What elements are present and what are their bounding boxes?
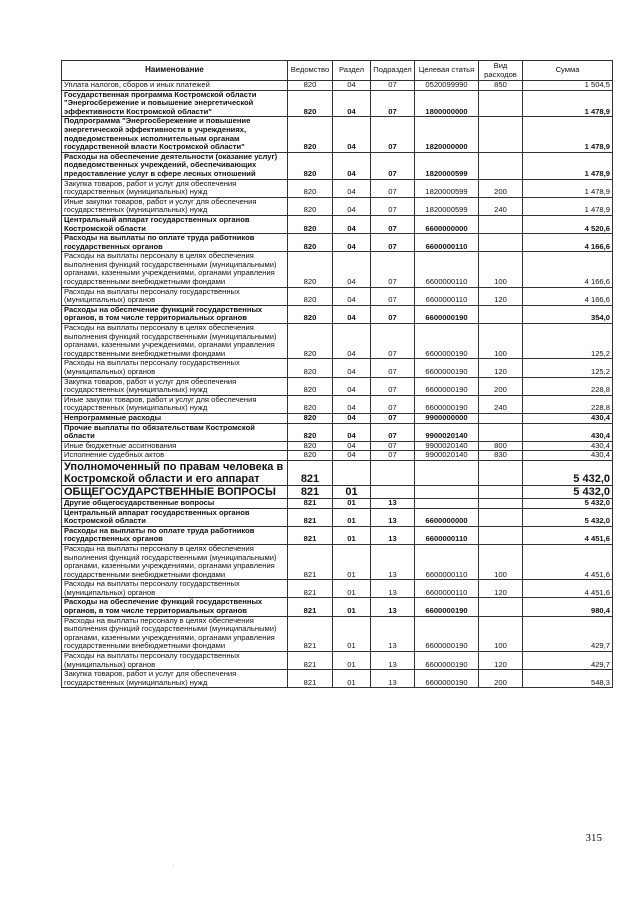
table-row <box>62 359 613 377</box>
cell-kind: 800 <box>479 441 523 451</box>
table-row <box>62 234 613 252</box>
cell-amount: 5 432,0 <box>523 498 613 508</box>
table-row <box>62 451 613 461</box>
cell-section: 04 <box>333 215 371 233</box>
cell-kind <box>479 498 523 508</box>
cell-section: 04 <box>333 451 371 461</box>
cell-section: 04 <box>333 152 371 179</box>
cell-kind <box>479 90 523 117</box>
table-row <box>62 179 613 197</box>
cell-subsection: 13 <box>371 670 415 688</box>
cell-section: 04 <box>333 117 371 152</box>
cell-subsection: 07 <box>371 90 415 117</box>
cell-kind: 100 <box>479 252 523 287</box>
cell-name: Расходы на обеспечение функций государственных органов, в том числе территориальных органов <box>62 598 288 616</box>
cell-target: 1820000599 <box>415 179 479 197</box>
cell-section: 01 <box>333 498 371 508</box>
cell-kind <box>479 234 523 252</box>
cell-name: ОБЩЕГОСУДАРСТВЕННЫЕ ВОПРОСЫ <box>62 485 288 498</box>
cell-amount: 354,0 <box>523 305 613 323</box>
cell-kind <box>479 508 523 526</box>
cell-department: 820 <box>288 197 333 215</box>
cell-amount: 548,3 <box>523 670 613 688</box>
cell-section: 01 <box>333 544 371 579</box>
cell-amount: 4 451,6 <box>523 544 613 579</box>
cell-amount: 1 504,5 <box>523 81 613 91</box>
cell-target: 1820000599 <box>415 197 479 215</box>
cell-section: 04 <box>333 234 371 252</box>
cell-name: Закупка товаров, работ и услуг для обеспечения государственных (муниципальных) нужд <box>62 179 288 197</box>
cell-department: 820 <box>288 451 333 461</box>
cell-section <box>333 460 371 485</box>
cell-section: 01 <box>333 485 371 498</box>
cell-section: 04 <box>333 413 371 423</box>
cell-subsection: 13 <box>371 598 415 616</box>
cell-subsection <box>371 485 415 498</box>
cell-department: 820 <box>288 215 333 233</box>
cell-department: 820 <box>288 324 333 359</box>
table-row <box>62 90 613 117</box>
cell-subsection: 07 <box>371 152 415 179</box>
cell-name: Расходы на выплаты по оплате труда работников государственных органов <box>62 526 288 544</box>
cell-amount: 1 478,9 <box>523 152 613 179</box>
cell-name: Расходы на выплаты персоналу в целях обеспечения выполнения функций государственными (муниципальными) органами, казенными учреждениями, органами управления государственными внебюджетными фондами <box>62 324 288 359</box>
cell-subsection: 13 <box>371 652 415 670</box>
cell-department: 821 <box>288 544 333 579</box>
cell-amount: 5 432,0 <box>523 485 613 498</box>
cell-target: 6600000190 <box>415 598 479 616</box>
cell-target: 6600000190 <box>415 359 479 377</box>
table-row <box>62 498 613 508</box>
cell-target: 6600000190 <box>415 305 479 323</box>
cell-target: 6600000190 <box>415 616 479 651</box>
table-row <box>62 287 613 305</box>
table-row <box>62 305 613 323</box>
cell-target: 9900000000 <box>415 413 479 423</box>
cell-target: 1800000000 <box>415 90 479 117</box>
cell-section: 01 <box>333 670 371 688</box>
cell-amount: 1 478,9 <box>523 179 613 197</box>
cell-department: 821 <box>288 508 333 526</box>
cell-name: Непрограммные расходы <box>62 413 288 423</box>
cell-name: Другие общегосударственные вопросы <box>62 498 288 508</box>
cell-target: 9900020140 <box>415 441 479 451</box>
cell-amount: 125,2 <box>523 324 613 359</box>
cell-amount: 980,4 <box>523 598 613 616</box>
table-row <box>62 215 613 233</box>
cell-kind: 120 <box>479 652 523 670</box>
cell-department: 821 <box>288 580 333 598</box>
table-row <box>62 508 613 526</box>
scan-mark: . <box>373 188 375 195</box>
cell-subsection: 07 <box>371 117 415 152</box>
cell-subsection: 07 <box>371 215 415 233</box>
cell-name: Расходы на выплаты персоналу в целях обеспечения выполнения функций государственными (муниципальными) органами, казенными учреждениями, органами управления государственными внебюджетными фондами <box>62 252 288 287</box>
budget-table <box>61 60 613 688</box>
cell-subsection: 07 <box>371 423 415 441</box>
cell-target: 0520099990 <box>415 81 479 91</box>
cell-target: 6600000110 <box>415 287 479 305</box>
cell-name: Расходы на выплаты персоналу государственных (муниципальных) органов <box>62 287 288 305</box>
cell-target: 6600000190 <box>415 377 479 395</box>
table-row <box>62 377 613 395</box>
cell-department: 821 <box>288 460 333 485</box>
cell-kind: 200 <box>479 377 523 395</box>
cell-name: Расходы на выплаты персоналу государственных (муниципальных) органов <box>62 652 288 670</box>
header-department: Ведомство <box>288 61 333 81</box>
cell-name: Прочие выплаты по обязательствам Костромской области <box>62 423 288 441</box>
table-body <box>62 81 613 688</box>
cell-section: 04 <box>333 179 371 197</box>
cell-kind <box>479 117 523 152</box>
cell-target: 6600000190 <box>415 652 479 670</box>
cell-department: 820 <box>288 413 333 423</box>
table-header-row <box>62 61 613 81</box>
table-row <box>62 652 613 670</box>
table-row <box>62 423 613 441</box>
cell-kind <box>479 485 523 498</box>
cell-subsection: 07 <box>371 252 415 287</box>
cell-department: 820 <box>288 81 333 91</box>
cell-kind <box>479 598 523 616</box>
cell-target: 1820000599 <box>415 152 479 179</box>
cell-section: 01 <box>333 580 371 598</box>
cell-amount: 4 451,6 <box>523 580 613 598</box>
cell-subsection <box>371 460 415 485</box>
cell-kind: 100 <box>479 544 523 579</box>
cell-department: 820 <box>288 117 333 152</box>
table-row <box>62 152 613 179</box>
cell-target: 6600000110 <box>415 526 479 544</box>
cell-department: 820 <box>288 441 333 451</box>
cell-department: 820 <box>288 179 333 197</box>
cell-name: Расходы на выплаты персоналу государственных (муниципальных) органов <box>62 359 288 377</box>
cell-amount: 429,7 <box>523 652 613 670</box>
cell-subsection: 07 <box>371 359 415 377</box>
cell-amount: 4 166,6 <box>523 234 613 252</box>
table-row <box>62 526 613 544</box>
cell-target: 9900020140 <box>415 423 479 441</box>
cell-department: 820 <box>288 152 333 179</box>
cell-subsection: 07 <box>371 451 415 461</box>
cell-department: 821 <box>288 598 333 616</box>
cell-amount: 4 166,6 <box>523 252 613 287</box>
cell-subsection: 07 <box>371 395 415 413</box>
cell-amount: 430,4 <box>523 451 613 461</box>
cell-kind: 120 <box>479 359 523 377</box>
cell-target: 6600000110 <box>415 544 479 579</box>
cell-kind: 200 <box>479 670 523 688</box>
header-target: Целевая статья <box>415 61 479 81</box>
cell-name: Центральный аппарат государственных органов Костромской области <box>62 215 288 233</box>
cell-section: 01 <box>333 598 371 616</box>
page-number: 315 <box>585 832 602 844</box>
cell-subsection: 13 <box>371 508 415 526</box>
cell-target: 6600000190 <box>415 324 479 359</box>
table-row <box>62 252 613 287</box>
cell-subsection: 07 <box>371 377 415 395</box>
table-row <box>62 81 613 91</box>
cell-target: 6600000110 <box>415 252 479 287</box>
header-name: Наименование <box>62 61 288 81</box>
cell-department: 820 <box>288 305 333 323</box>
cell-section: 04 <box>333 441 371 451</box>
cell-name: Уплата налогов, сборов и иных платежей <box>62 81 288 91</box>
cell-name: Подпрограмма "Энергосбережение и повышение энергетической эффективности в учреждениях, подведомственных исполнительным органам государственной власти Костромской области" <box>62 117 288 152</box>
cell-name: Расходы на выплаты персоналу в целях обеспечения выполнения функций государственными (муниципальными) органами, казенными учреждениями, органами управления государственными внебюджетными фондами <box>62 616 288 651</box>
cell-kind <box>479 152 523 179</box>
table-row <box>62 616 613 651</box>
cell-kind <box>479 215 523 233</box>
cell-target: 6600000110 <box>415 234 479 252</box>
cell-kind: 100 <box>479 616 523 651</box>
cell-section: 04 <box>333 81 371 91</box>
cell-department: 821 <box>288 670 333 688</box>
cell-amount: 5 432,0 <box>523 508 613 526</box>
cell-department: 820 <box>288 359 333 377</box>
cell-subsection: 07 <box>371 197 415 215</box>
cell-target <box>415 485 479 498</box>
table-row <box>62 598 613 616</box>
cell-name: Закупка товаров, работ и услуг для обеспечения государственных (муниципальных) нужд <box>62 670 288 688</box>
cell-target: 6600000190 <box>415 670 479 688</box>
cell-department: 820 <box>288 395 333 413</box>
cell-section: 04 <box>333 287 371 305</box>
cell-kind <box>479 460 523 485</box>
cell-target: 1820000000 <box>415 117 479 152</box>
table-row <box>62 413 613 423</box>
cell-name: Расходы на выплаты персоналу в целях обеспечения выполнения функций государственными (муниципальными) органами, казенными учреждениями, органами управления государственными внебюджетными фондами <box>62 544 288 579</box>
cell-name: Исполнение судебных актов <box>62 451 288 461</box>
cell-department: 821 <box>288 526 333 544</box>
cell-name: Расходы на выплаты по оплате труда работников государственных органов <box>62 234 288 252</box>
cell-subsection: 13 <box>371 580 415 598</box>
cell-kind: 850 <box>479 81 523 91</box>
cell-section: 01 <box>333 616 371 651</box>
cell-name: Иные закупки товаров, работ и услуг для обеспечения государственных (муниципальных) нужд <box>62 395 288 413</box>
cell-department: 821 <box>288 498 333 508</box>
cell-department: 821 <box>288 485 333 498</box>
table-row <box>62 460 613 485</box>
cell-subsection: 07 <box>371 81 415 91</box>
cell-section: 04 <box>333 90 371 117</box>
cell-target: 6600000110 <box>415 580 479 598</box>
table-row <box>62 670 613 688</box>
table-row <box>62 441 613 451</box>
cell-amount: 429,7 <box>523 616 613 651</box>
cell-amount: 1 478,9 <box>523 90 613 117</box>
cell-kind: 100 <box>479 324 523 359</box>
cell-kind: 120 <box>479 580 523 598</box>
cell-amount: 1 478,9 <box>523 117 613 152</box>
cell-name: Иные закупки товаров, работ и услуг для обеспечения государственных (муниципальных) нужд <box>62 197 288 215</box>
cell-name: Центральный аппарат государственных органов Костромской области <box>62 508 288 526</box>
cell-subsection: 07 <box>371 324 415 359</box>
cell-kind <box>479 423 523 441</box>
table-row <box>62 485 613 498</box>
cell-amount: 4 451,6 <box>523 526 613 544</box>
cell-target: 6600000190 <box>415 395 479 413</box>
cell-subsection: 07 <box>371 413 415 423</box>
header-amount: Сумма <box>523 61 613 81</box>
cell-subsection: 13 <box>371 526 415 544</box>
table-row <box>62 544 613 579</box>
header-kind: Вид расходов <box>479 61 523 81</box>
cell-target <box>415 460 479 485</box>
table-row <box>62 580 613 598</box>
cell-subsection: 13 <box>371 498 415 508</box>
cell-department: 820 <box>288 234 333 252</box>
cell-section: 04 <box>333 395 371 413</box>
cell-name: Уполномоченный по правам человека в Костромской области и его аппарат <box>62 460 288 485</box>
cell-amount: 430,4 <box>523 423 613 441</box>
table-row <box>62 197 613 215</box>
cell-subsection: 07 <box>371 305 415 323</box>
cell-kind: 120 <box>479 287 523 305</box>
cell-target <box>415 498 479 508</box>
cell-name: Закупка товаров, работ и услуг для обеспечения государственных (муниципальных) нужд <box>62 377 288 395</box>
cell-department: 820 <box>288 252 333 287</box>
cell-section: 04 <box>333 423 371 441</box>
table-row <box>62 324 613 359</box>
cell-subsection: 07 <box>371 441 415 451</box>
cell-amount: 1 478,9 <box>523 197 613 215</box>
cell-name: Расходы на обеспечение деятельности (оказание услуг) подведомственных учреждений, обеспечивающих предоставление услуг в сфере лесных отношений <box>62 152 288 179</box>
cell-department: 820 <box>288 377 333 395</box>
cell-name: Государственная программа Костромской области "Энергосбережение и повышение энергетической эффективности Костромской области" <box>62 90 288 117</box>
cell-section: 04 <box>333 197 371 215</box>
cell-department: 820 <box>288 423 333 441</box>
cell-name: Расходы на обеспечение функций государственных органов, в том числе территориальных органов <box>62 305 288 323</box>
table-row <box>62 117 613 152</box>
cell-department: 821 <box>288 652 333 670</box>
cell-kind: 830 <box>479 451 523 461</box>
cell-kind: 240 <box>479 395 523 413</box>
cell-section: 04 <box>333 252 371 287</box>
cell-section: 01 <box>333 508 371 526</box>
cell-department: 821 <box>288 616 333 651</box>
cell-amount: 5 432,0 <box>523 460 613 485</box>
cell-subsection: 07 <box>371 179 415 197</box>
cell-department: 820 <box>288 287 333 305</box>
cell-amount: 430,4 <box>523 441 613 451</box>
cell-amount: 125,2 <box>523 359 613 377</box>
cell-kind <box>479 413 523 423</box>
cell-section: 04 <box>333 324 371 359</box>
header-subsection: Подраздел <box>371 61 415 81</box>
cell-kind <box>479 305 523 323</box>
cell-subsection: 13 <box>371 544 415 579</box>
cell-section: 04 <box>333 305 371 323</box>
cell-target: 6600000000 <box>415 215 479 233</box>
cell-name: Иные бюджетные ассигнования <box>62 441 288 451</box>
cell-amount: 228,8 <box>523 395 613 413</box>
cell-section: 01 <box>333 652 371 670</box>
cell-kind: 240 <box>479 197 523 215</box>
scan-mark: · <box>172 862 175 869</box>
cell-name: Расходы на выплаты персоналу государственных (муниципальных) органов <box>62 580 288 598</box>
table-row <box>62 395 613 413</box>
cell-target: 9900020140 <box>415 451 479 461</box>
cell-amount: 228,8 <box>523 377 613 395</box>
cell-subsection: 13 <box>371 616 415 651</box>
cell-kind <box>479 526 523 544</box>
cell-target: 6600000000 <box>415 508 479 526</box>
cell-section: 01 <box>333 526 371 544</box>
cell-section: 04 <box>333 359 371 377</box>
cell-kind: 200 <box>479 179 523 197</box>
header-section: Раздел <box>333 61 371 81</box>
budget-table-container <box>61 60 612 688</box>
cell-amount: 430,4 <box>523 413 613 423</box>
cell-amount: 4 166,6 <box>523 287 613 305</box>
cell-section: 04 <box>333 377 371 395</box>
cell-subsection: 07 <box>371 234 415 252</box>
cell-subsection: 07 <box>371 287 415 305</box>
cell-amount: 4 520,6 <box>523 215 613 233</box>
cell-department: 820 <box>288 90 333 117</box>
